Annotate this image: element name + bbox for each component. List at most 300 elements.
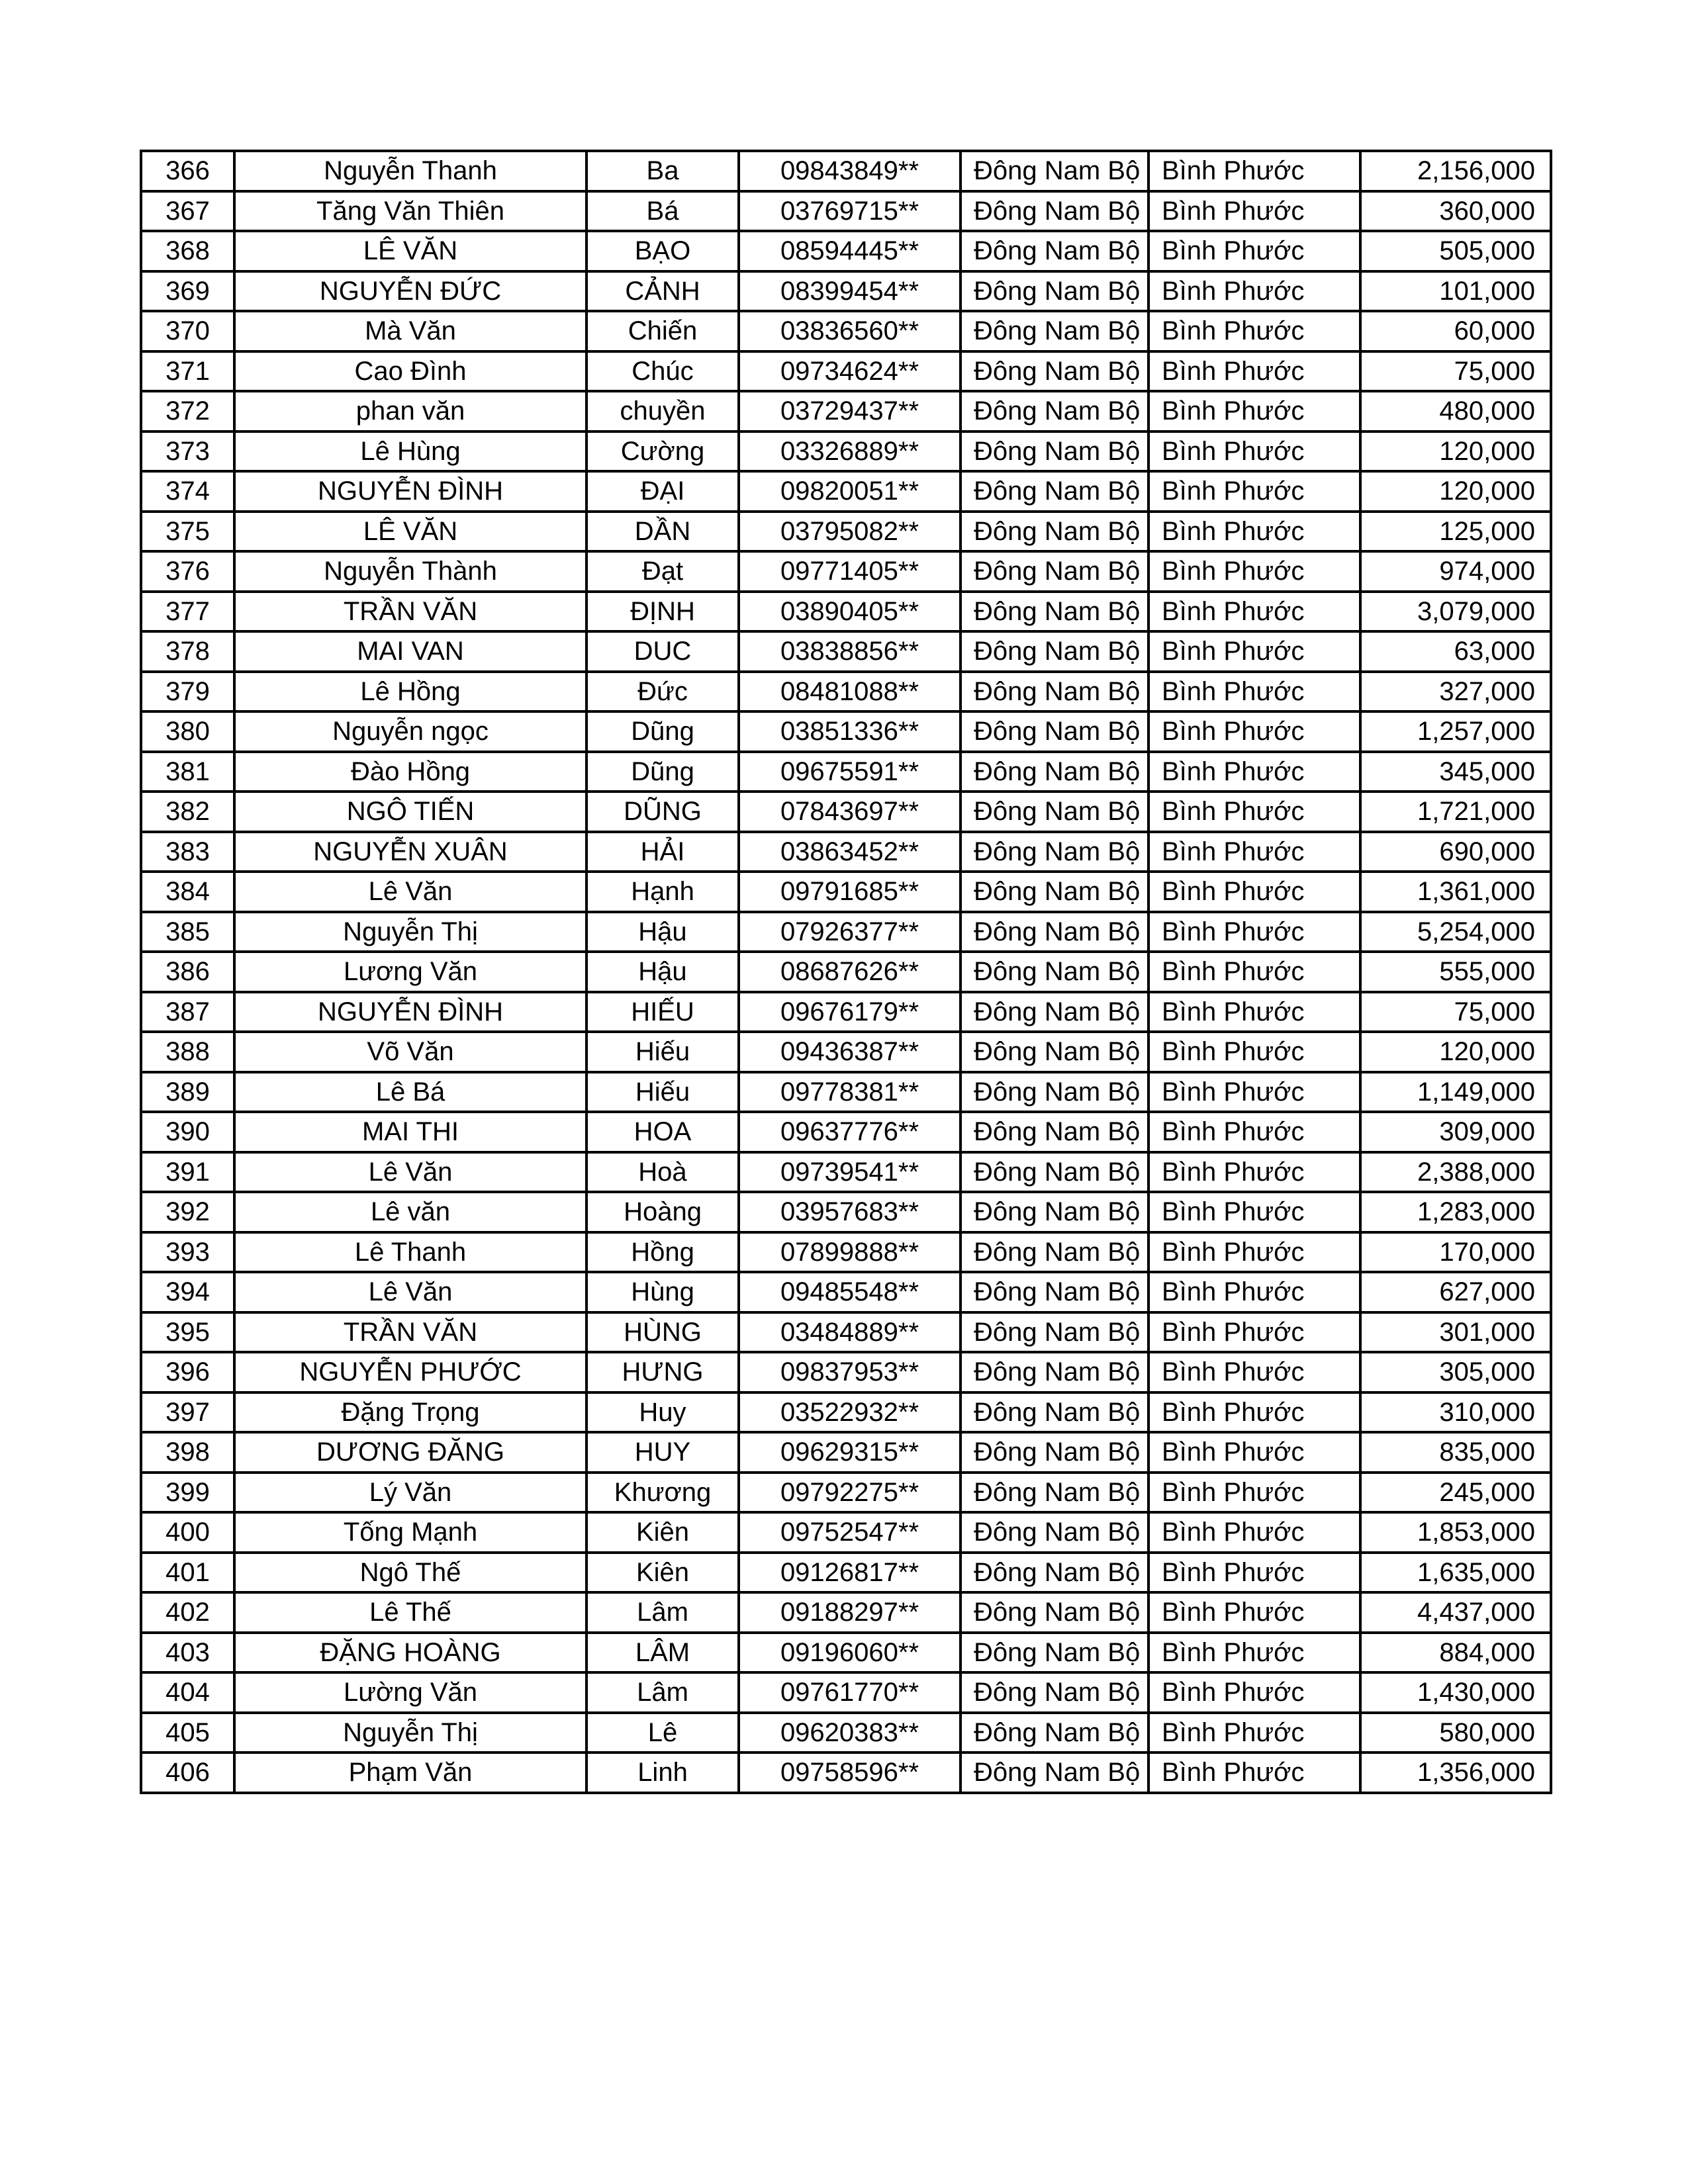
surname-middle-name: Ngô Thế: [234, 1553, 586, 1593]
table-row: [141, 832, 1551, 872]
region-name: Đông Nam Bộ: [961, 151, 1149, 191]
row-number: 387: [141, 992, 234, 1032]
row-number: 390: [141, 1112, 234, 1152]
given-name: HÙNG: [586, 1312, 739, 1353]
province-name: Bình Phước: [1149, 1392, 1360, 1433]
region-name: Đông Nam Bộ: [961, 1392, 1149, 1433]
row-number: 367: [141, 191, 234, 232]
surname-middle-name: Võ Văn: [234, 1032, 586, 1072]
given-name: Dũng: [586, 711, 739, 752]
table-row: [141, 711, 1551, 752]
phone-number: 09637776**: [739, 1112, 961, 1152]
amount-value: 345,000: [1360, 752, 1551, 792]
province-name: Bình Phước: [1149, 471, 1360, 512]
table-row: [141, 992, 1551, 1032]
surname-middle-name: LÊ VĂN: [234, 231, 586, 271]
region-name: Đông Nam Bộ: [961, 311, 1149, 351]
surname-middle-name: Lê Thế: [234, 1592, 586, 1633]
table-row: [141, 1392, 1551, 1433]
region-name: Đông Nam Bộ: [961, 832, 1149, 872]
row-number: 385: [141, 912, 234, 952]
amount-value: 5,254,000: [1360, 912, 1551, 952]
surname-middle-name: NGUYỄN XUÂN: [234, 832, 586, 872]
row-number: 398: [141, 1432, 234, 1473]
table-row: [141, 872, 1551, 912]
surname-middle-name: Mà Văn: [234, 311, 586, 351]
table-row: [141, 1192, 1551, 1232]
region-name: Đông Nam Bộ: [961, 711, 1149, 752]
given-name: Đức: [586, 672, 739, 712]
region-name: Đông Nam Bộ: [961, 1553, 1149, 1593]
table-row: [141, 1352, 1551, 1392]
phone-number: 08481088**: [739, 672, 961, 712]
given-name: Hiếu: [586, 1072, 739, 1113]
amount-value: 884,000: [1360, 1633, 1551, 1673]
phone-number: 09778381**: [739, 1072, 961, 1113]
row-number: 377: [141, 592, 234, 632]
table-row: [141, 231, 1551, 271]
phone-number: 07899888**: [739, 1232, 961, 1273]
given-name: Hậu: [586, 952, 739, 992]
given-name: chuyền: [586, 391, 739, 432]
surname-middle-name: TRẦN VĂN: [234, 592, 586, 632]
given-name: Hoàng: [586, 1192, 739, 1232]
amount-value: 1,853,000: [1360, 1512, 1551, 1553]
province-name: Bình Phước: [1149, 1112, 1360, 1152]
phone-number: 03838856**: [739, 631, 961, 672]
amount-value: 480,000: [1360, 391, 1551, 432]
province-name: Bình Phước: [1149, 1633, 1360, 1673]
phone-number: 09758596**: [739, 1752, 961, 1793]
table-row: [141, 912, 1551, 952]
given-name: Chúc: [586, 351, 739, 392]
phone-number: 03890405**: [739, 592, 961, 632]
row-number: 366: [141, 151, 234, 191]
amount-value: 974,000: [1360, 551, 1551, 592]
province-name: Bình Phước: [1149, 752, 1360, 792]
given-name: Hùng: [586, 1272, 739, 1312]
table-row: [141, 792, 1551, 832]
phone-number: 09792275**: [739, 1473, 961, 1513]
table-row: [141, 592, 1551, 632]
table-row: [141, 351, 1551, 392]
province-name: Bình Phước: [1149, 992, 1360, 1032]
row-number: 406: [141, 1752, 234, 1793]
province-name: Bình Phước: [1149, 1312, 1360, 1353]
row-number: 405: [141, 1713, 234, 1753]
row-number: 369: [141, 271, 234, 312]
row-number: 388: [141, 1032, 234, 1072]
surname-middle-name: NGUYỄN ĐÌNH: [234, 471, 586, 512]
table-row: [141, 752, 1551, 792]
surname-middle-name: Phạm Văn: [234, 1752, 586, 1793]
surname-middle-name: Lê Hồng: [234, 672, 586, 712]
row-number: 395: [141, 1312, 234, 1353]
table-row: [141, 1152, 1551, 1193]
amount-value: 1,635,000: [1360, 1553, 1551, 1593]
amount-value: 1,361,000: [1360, 872, 1551, 912]
phone-number: 09752547**: [739, 1512, 961, 1553]
phone-number: 09734624**: [739, 351, 961, 392]
surname-middle-name: Lê Văn: [234, 1152, 586, 1193]
province-name: Bình Phước: [1149, 1192, 1360, 1232]
province-name: Bình Phước: [1149, 952, 1360, 992]
row-number: 397: [141, 1392, 234, 1433]
province-name: Bình Phước: [1149, 1072, 1360, 1113]
given-name: BẠO: [586, 231, 739, 271]
given-name: Đạt: [586, 551, 739, 592]
surname-middle-name: Lê văn: [234, 1192, 586, 1232]
phone-number: 09791685**: [739, 872, 961, 912]
table-row: [141, 191, 1551, 232]
province-name: Bình Phước: [1149, 1272, 1360, 1312]
region-name: Đông Nam Bộ: [961, 231, 1149, 271]
province-name: Bình Phước: [1149, 672, 1360, 712]
surname-middle-name: Lê Văn: [234, 872, 586, 912]
table-row: [141, 1432, 1551, 1473]
given-name: Kiên: [586, 1553, 739, 1593]
region-name: Đông Nam Bộ: [961, 1312, 1149, 1353]
province-name: Bình Phước: [1149, 792, 1360, 832]
phone-number: 03836560**: [739, 311, 961, 351]
amount-value: 75,000: [1360, 992, 1551, 1032]
province-name: Bình Phước: [1149, 311, 1360, 351]
province-name: Bình Phước: [1149, 191, 1360, 232]
table-row: [141, 471, 1551, 512]
surname-middle-name: Tăng Văn Thiên: [234, 191, 586, 232]
amount-value: 2,388,000: [1360, 1152, 1551, 1193]
region-name: Đông Nam Bộ: [961, 1432, 1149, 1473]
surname-middle-name: Cao Đình: [234, 351, 586, 392]
province-name: Bình Phước: [1149, 551, 1360, 592]
table-row: [141, 672, 1551, 712]
province-name: Bình Phước: [1149, 271, 1360, 312]
amount-value: 555,000: [1360, 952, 1551, 992]
province-name: Bình Phước: [1149, 151, 1360, 191]
row-number: 392: [141, 1192, 234, 1232]
row-number: 373: [141, 432, 234, 472]
amount-value: 60,000: [1360, 311, 1551, 351]
surname-middle-name: Đào Hồng: [234, 752, 586, 792]
amount-value: 580,000: [1360, 1713, 1551, 1753]
region-name: Đông Nam Bộ: [961, 391, 1149, 432]
row-number: 400: [141, 1512, 234, 1553]
row-number: 403: [141, 1633, 234, 1673]
surname-middle-name: NGUYỄN ĐÌNH: [234, 992, 586, 1032]
region-name: Đông Nam Bộ: [961, 752, 1149, 792]
amount-value: 301,000: [1360, 1312, 1551, 1353]
row-number: 402: [141, 1592, 234, 1633]
given-name: Cường: [586, 432, 739, 472]
phone-number: 03795082**: [739, 512, 961, 552]
amount-value: 305,000: [1360, 1352, 1551, 1392]
row-number: 368: [141, 231, 234, 271]
row-number: 374: [141, 471, 234, 512]
phone-number: 09739541**: [739, 1152, 961, 1193]
row-number: 381: [141, 752, 234, 792]
province-name: Bình Phước: [1149, 1473, 1360, 1513]
amount-value: 1,257,000: [1360, 711, 1551, 752]
given-name: Lâm: [586, 1672, 739, 1713]
given-name: ĐỊNH: [586, 592, 739, 632]
table-row: [141, 1592, 1551, 1633]
given-name: Kiên: [586, 1512, 739, 1553]
surname-middle-name: Lê Thanh: [234, 1232, 586, 1273]
amount-value: 309,000: [1360, 1112, 1551, 1152]
region-name: Đông Nam Bộ: [961, 672, 1149, 712]
region-name: Đông Nam Bộ: [961, 592, 1149, 632]
given-name: DUC: [586, 631, 739, 672]
province-name: Bình Phước: [1149, 711, 1360, 752]
region-name: Đông Nam Bộ: [961, 1152, 1149, 1193]
phone-number: 09837953**: [739, 1352, 961, 1392]
amount-value: 310,000: [1360, 1392, 1551, 1433]
row-number: 396: [141, 1352, 234, 1392]
surname-middle-name: Nguyễn Thị: [234, 1713, 586, 1753]
region-name: Đông Nam Bộ: [961, 1192, 1149, 1232]
table-row: [141, 1672, 1551, 1713]
region-name: Đông Nam Bộ: [961, 1112, 1149, 1152]
table-row: [141, 151, 1551, 191]
region-name: Đông Nam Bộ: [961, 1713, 1149, 1753]
table-row: [141, 1473, 1551, 1513]
given-name: Hậu: [586, 912, 739, 952]
row-number: 372: [141, 391, 234, 432]
given-name: Khương: [586, 1473, 739, 1513]
province-name: Bình Phước: [1149, 631, 1360, 672]
table-row: [141, 551, 1551, 592]
phone-number: 08594445**: [739, 231, 961, 271]
amount-value: 360,000: [1360, 191, 1551, 232]
phone-number: 09629315**: [739, 1432, 961, 1473]
table-row: [141, 1752, 1551, 1793]
amount-value: 1,283,000: [1360, 1192, 1551, 1232]
amount-value: 3,079,000: [1360, 592, 1551, 632]
amount-value: 170,000: [1360, 1232, 1551, 1273]
amount-value: 101,000: [1360, 271, 1551, 312]
region-name: Đông Nam Bộ: [961, 1752, 1149, 1793]
phone-number: 09620383**: [739, 1713, 961, 1753]
row-number: 378: [141, 631, 234, 672]
phone-number: 03729437**: [739, 391, 961, 432]
surname-middle-name: Nguyễn Thị: [234, 912, 586, 952]
province-name: Bình Phước: [1149, 832, 1360, 872]
given-name: Hiếu: [586, 1032, 739, 1072]
region-name: Đông Nam Bộ: [961, 952, 1149, 992]
amount-value: 505,000: [1360, 231, 1551, 271]
province-name: Bình Phước: [1149, 872, 1360, 912]
given-name: Hoà: [586, 1152, 739, 1193]
given-name: HOA: [586, 1112, 739, 1152]
amount-value: 835,000: [1360, 1432, 1551, 1473]
province-name: Bình Phước: [1149, 1232, 1360, 1273]
region-name: Đông Nam Bộ: [961, 1352, 1149, 1392]
phone-number: 09761770**: [739, 1672, 961, 1713]
region-name: Đông Nam Bộ: [961, 1512, 1149, 1553]
phone-number: 09675591**: [739, 752, 961, 792]
region-name: Đông Nam Bộ: [961, 551, 1149, 592]
table-row: [141, 271, 1551, 312]
row-number: 384: [141, 872, 234, 912]
phone-number: 09820051**: [739, 471, 961, 512]
phone-number: 08687626**: [739, 952, 961, 992]
amount-value: 125,000: [1360, 512, 1551, 552]
province-name: Bình Phước: [1149, 231, 1360, 271]
phone-number: 09196060**: [739, 1633, 961, 1673]
phone-number: 03863452**: [739, 832, 961, 872]
amount-value: 1,356,000: [1360, 1752, 1551, 1793]
province-name: Bình Phước: [1149, 1713, 1360, 1753]
amount-value: 2,156,000: [1360, 151, 1551, 191]
given-name: CẢNH: [586, 271, 739, 312]
amount-value: 245,000: [1360, 1473, 1551, 1513]
province-name: Bình Phước: [1149, 512, 1360, 552]
table-row: [141, 1112, 1551, 1152]
surname-middle-name: NGUYỄN ĐỨC: [234, 271, 586, 312]
phone-number: 09676179**: [739, 992, 961, 1032]
region-name: Đông Nam Bộ: [961, 471, 1149, 512]
table-row: [141, 1633, 1551, 1673]
phone-number: 09485548**: [739, 1272, 961, 1312]
table-row: [141, 1512, 1551, 1553]
phone-number: 07843697**: [739, 792, 961, 832]
row-number: 401: [141, 1553, 234, 1593]
table-row: [141, 1232, 1551, 1273]
given-name: HUY: [586, 1432, 739, 1473]
given-name: Lâm: [586, 1592, 739, 1633]
given-name: Hồng: [586, 1232, 739, 1273]
region-name: Đông Nam Bộ: [961, 1633, 1149, 1673]
given-name: Hạnh: [586, 872, 739, 912]
given-name: DŨNG: [586, 792, 739, 832]
surname-middle-name: Tống Mạnh: [234, 1512, 586, 1553]
surname-middle-name: Nguyễn Thanh: [234, 151, 586, 191]
surname-middle-name: Nguyễn ngọc: [234, 711, 586, 752]
province-name: Bình Phước: [1149, 1672, 1360, 1713]
amount-value: 1,149,000: [1360, 1072, 1551, 1113]
surname-middle-name: LÊ VĂN: [234, 512, 586, 552]
phone-number: 08399454**: [739, 271, 961, 312]
table-row: [141, 1272, 1551, 1312]
amount-value: 63,000: [1360, 631, 1551, 672]
surname-middle-name: Nguyễn Thành: [234, 551, 586, 592]
phone-number: 03326889**: [739, 432, 961, 472]
table-row: [141, 1072, 1551, 1113]
table-row: [141, 631, 1551, 672]
region-name: Đông Nam Bộ: [961, 1072, 1149, 1113]
given-name: Bá: [586, 191, 739, 232]
table-row: [141, 1553, 1551, 1593]
given-name: Ba: [586, 151, 739, 191]
phone-number: 09436387**: [739, 1032, 961, 1072]
winners-table: [140, 150, 1552, 1794]
region-name: Đông Nam Bộ: [961, 271, 1149, 312]
phone-number: 09843849**: [739, 151, 961, 191]
given-name: Lê: [586, 1713, 739, 1753]
region-name: Đông Nam Bộ: [961, 1232, 1149, 1273]
phone-number: 09188297**: [739, 1592, 961, 1633]
phone-number: 07926377**: [739, 912, 961, 952]
amount-value: 120,000: [1360, 1032, 1551, 1072]
region-name: Đông Nam Bộ: [961, 1032, 1149, 1072]
row-number: 375: [141, 512, 234, 552]
surname-middle-name: Lương Văn: [234, 952, 586, 992]
amount-value: 1,721,000: [1360, 792, 1551, 832]
region-name: Đông Nam Bộ: [961, 191, 1149, 232]
given-name: Chiến: [586, 311, 739, 351]
region-name: Đông Nam Bộ: [961, 872, 1149, 912]
region-name: Đông Nam Bộ: [961, 792, 1149, 832]
given-name: ĐẠI: [586, 471, 739, 512]
province-name: Bình Phước: [1149, 1032, 1360, 1072]
province-name: Bình Phước: [1149, 432, 1360, 472]
phone-number: 03522932**: [739, 1392, 961, 1433]
amount-value: 75,000: [1360, 351, 1551, 392]
row-number: 399: [141, 1473, 234, 1513]
row-number: 383: [141, 832, 234, 872]
surname-middle-name: phan văn: [234, 391, 586, 432]
province-name: Bình Phước: [1149, 1352, 1360, 1392]
row-number: 370: [141, 311, 234, 351]
row-number: 379: [141, 672, 234, 712]
given-name: Dũng: [586, 752, 739, 792]
row-number: 394: [141, 1272, 234, 1312]
surname-middle-name: NGUYỄN PHƯỚC: [234, 1352, 586, 1392]
table-row: [141, 1713, 1551, 1753]
province-name: Bình Phước: [1149, 592, 1360, 632]
province-name: Bình Phước: [1149, 1752, 1360, 1793]
province-name: Bình Phước: [1149, 1432, 1360, 1473]
surname-middle-name: DƯƠNG ĐĂNG: [234, 1432, 586, 1473]
given-name: HIẾU: [586, 992, 739, 1032]
table-row: [141, 311, 1551, 351]
table-row: [141, 1312, 1551, 1353]
row-number: 391: [141, 1152, 234, 1193]
surname-middle-name: Lê Văn: [234, 1272, 586, 1312]
table-body: [141, 151, 1551, 1793]
region-name: Đông Nam Bộ: [961, 912, 1149, 952]
phone-number: 03957683**: [739, 1192, 961, 1232]
region-name: Đông Nam Bộ: [961, 992, 1149, 1032]
region-name: Đông Nam Bộ: [961, 351, 1149, 392]
surname-middle-name: MAI VAN: [234, 631, 586, 672]
table-row: [141, 432, 1551, 472]
province-name: Bình Phước: [1149, 351, 1360, 392]
surname-middle-name: ĐẶNG HOÀNG: [234, 1633, 586, 1673]
surname-middle-name: Lê Hùng: [234, 432, 586, 472]
phone-number: 03484889**: [739, 1312, 961, 1353]
row-number: 393: [141, 1232, 234, 1273]
table-row: [141, 1032, 1551, 1072]
province-name: Bình Phước: [1149, 1553, 1360, 1593]
table-row: [141, 952, 1551, 992]
row-number: 376: [141, 551, 234, 592]
region-name: Đông Nam Bộ: [961, 1473, 1149, 1513]
row-number: 386: [141, 952, 234, 992]
region-name: Đông Nam Bộ: [961, 1592, 1149, 1633]
region-name: Đông Nam Bộ: [961, 512, 1149, 552]
amount-value: 4,437,000: [1360, 1592, 1551, 1633]
province-name: Bình Phước: [1149, 1592, 1360, 1633]
row-number: 382: [141, 792, 234, 832]
phone-number: 09771405**: [739, 551, 961, 592]
surname-middle-name: Lý Văn: [234, 1473, 586, 1513]
region-name: Đông Nam Bộ: [961, 1672, 1149, 1713]
surname-middle-name: NGÔ TIẾN: [234, 792, 586, 832]
phone-number: 03769715**: [739, 191, 961, 232]
row-number: 371: [141, 351, 234, 392]
amount-value: 120,000: [1360, 432, 1551, 472]
